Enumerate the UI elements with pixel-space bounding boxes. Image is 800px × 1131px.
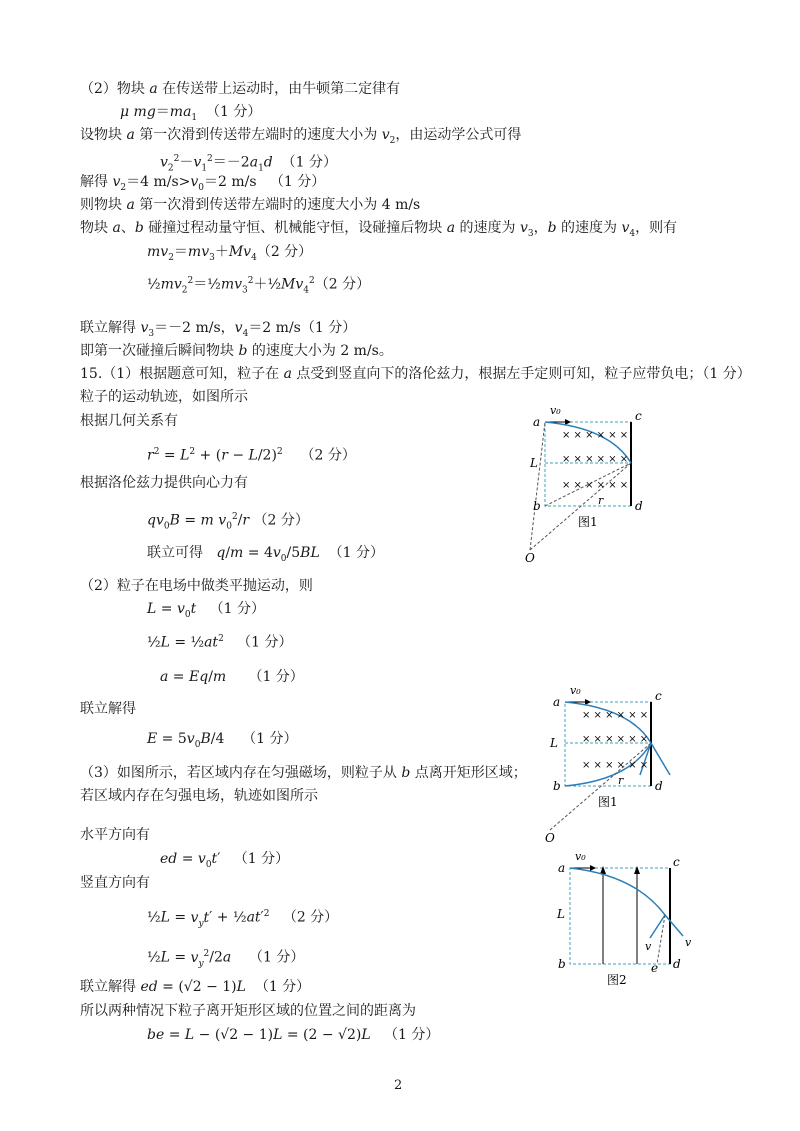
text-line-l5: 解得 $v_2=4$ $m/s>v_0=2$ m/s （1 分）: [80, 174, 326, 193]
text-line-l26: 若区域内存在匀强电场，轨迹如图所示: [80, 788, 318, 804]
svg-text:O: O: [545, 831, 555, 845]
svg-text:v₀: v₀: [550, 404, 561, 417]
svg-text:c: c: [635, 409, 642, 423]
svg-text:v₀: v₀: [570, 684, 581, 697]
svg-text:a: a: [533, 415, 541, 429]
svg-text:b: b: [553, 779, 561, 793]
svg-text:× × × × × ×: × × × × × ×: [562, 454, 629, 465]
text-line-l10: 联立解得 $v_3=-2$ m/s，$v_4=2$ m/s（1 分）: [80, 320, 357, 339]
text-line-l18: 联立可得 $q/m = 4v_0/5BL$ （1 分）: [147, 545, 385, 564]
svg-text:b: b: [533, 499, 541, 513]
text-line-l20: $L = v_0t$ （1 分）: [147, 601, 265, 620]
svg-text:O: O: [525, 551, 535, 565]
figure-1a: [520, 400, 700, 565]
text-line-l27: 水平方向有: [80, 827, 150, 843]
svg-text:c: c: [655, 689, 662, 703]
svg-text:v₀: v₀: [575, 850, 586, 863]
svg-text:c: c: [673, 855, 680, 869]
text-line-l34: be = L − (√2 − 1)L = (2 − √2)L （1 分）: [147, 1027, 440, 1043]
text-line-l3: 设物块 a 第一次滑到传送带左端时的速度大小为 $v_2$，由运动学公式可得: [80, 127, 522, 146]
figure-1b: [540, 680, 720, 845]
svg-text:× × × × × ×: × × × × × ×: [582, 710, 649, 721]
svg-text:L: L: [530, 456, 538, 470]
svg-text:r: r: [618, 774, 624, 787]
text-line-l22: a = Eq/m （1 分）: [160, 669, 304, 685]
text-line-l28: ed = $v_0t'$ （1 分）: [160, 851, 290, 870]
svg-text:图1: 图1: [598, 795, 618, 809]
text-line-l16: 根据洛伦兹力提供向心力有: [80, 475, 248, 491]
text-line-l25: （3）如图所示，若区域内存在匀强磁场，则粒子从 b 点离开矩形区域；: [80, 765, 527, 781]
svg-text:b: b: [558, 957, 566, 971]
text-line-l6: 则物块 a 第一次滑到传送带左端时的速度大小为 4 m/s: [80, 197, 421, 213]
text-line-l8: $mv_2=mv_3+Mv_4(2$ 分）: [147, 244, 313, 263]
svg-text:e: e: [651, 961, 659, 975]
text-line-l11: 即第一次碰撞后瞬间物块 b 的速度大小为 2 m/s。: [80, 343, 393, 359]
svg-text:× × × × × ×: × × × × × ×: [582, 734, 649, 745]
svg-text:× × × × × ×: × × × × × ×: [582, 760, 649, 771]
svg-text:d: d: [673, 957, 681, 971]
svg-text:v: v: [685, 936, 692, 949]
figure-1-caption: 图1: [578, 515, 598, 529]
text-line-l24: $E = 5v_0B/4$ （1 分）: [147, 731, 298, 750]
page-number: 2: [394, 1078, 403, 1093]
cross-row: × × × × × ×: [562, 430, 629, 441]
figure-2-caption: 图2: [607, 973, 627, 987]
text-line-l14: 根据几何关系有: [80, 413, 178, 429]
text-line-l7: 物块 a、b 碰撞过程动量守恒、机械能守恒，设碰撞后物块 a 的速度为 $v_3$，b 的速度为 $v_4$，则有: [80, 220, 678, 239]
text-line-l31: ½L = $v_y^2/2a$ （1 分）: [147, 949, 305, 969]
text-line-l2: μ $mg=ma_1$ （1 分）: [120, 104, 262, 123]
text-line-l32: 联立解得 ed = (√2 − 1)L （1 分）: [80, 979, 311, 995]
text-line-l4: $v_2^2-v_1^2=-2a_1d$ （1 分）: [160, 154, 338, 174]
text-line-l12: 15.（1）根据题意可知，粒子在 a 点受到竖直向下的洛伦兹力，根据左手定则可知，粒子应带负电；（1 分）: [80, 366, 751, 382]
text-line-l9: $\frac{1}{2}mv_2^2=\frac{1}{2}mv_3^2+\frac{1}{2}Mv_4^2(2$ 分）: [147, 276, 371, 296]
svg-text:v: v: [645, 940, 652, 953]
text-line-l23: 联立解得: [80, 701, 136, 717]
text-line-l29: 竖直方向有: [80, 875, 150, 891]
svg-text:L: L: [550, 736, 558, 750]
text-line-l13: 粒子的运动轨迹，如图所示: [80, 389, 248, 405]
svg-text:r: r: [598, 494, 604, 507]
svg-text:a: a: [558, 861, 566, 875]
text-line-l19: （2）粒子在电场中做类平抛运动，则: [80, 578, 313, 594]
svg-text:× × × × × ×: × × × × × ×: [562, 480, 629, 491]
svg-text:a: a: [553, 695, 561, 709]
svg-text:d: d: [635, 499, 643, 513]
text-line-l17: $qv_0B = m$ $v_0^2/r$ （2 分）: [147, 512, 309, 532]
svg-text:L: L: [557, 907, 565, 921]
text-line-l33: 所以两种情况下粒子离开矩形区域的位置之间的距离为: [80, 1003, 416, 1019]
text-line-l15: $r^2 = L^2 + (r - L/2)^2$ （2 分）: [147, 447, 356, 464]
text-line-l21: ½L = $\frac{1}{2}at^2$ （1 分）: [147, 634, 293, 651]
svg-text:d: d: [655, 779, 663, 793]
text-line-l1: （2）物块 a 在传送带上运动时，由牛顿第二定律有: [80, 81, 401, 97]
text-line-l30: ½L = $v_yt'$ + $\frac{1}{2}at'^2$ （2 分）: [147, 909, 339, 929]
figure-2: [545, 850, 725, 990]
